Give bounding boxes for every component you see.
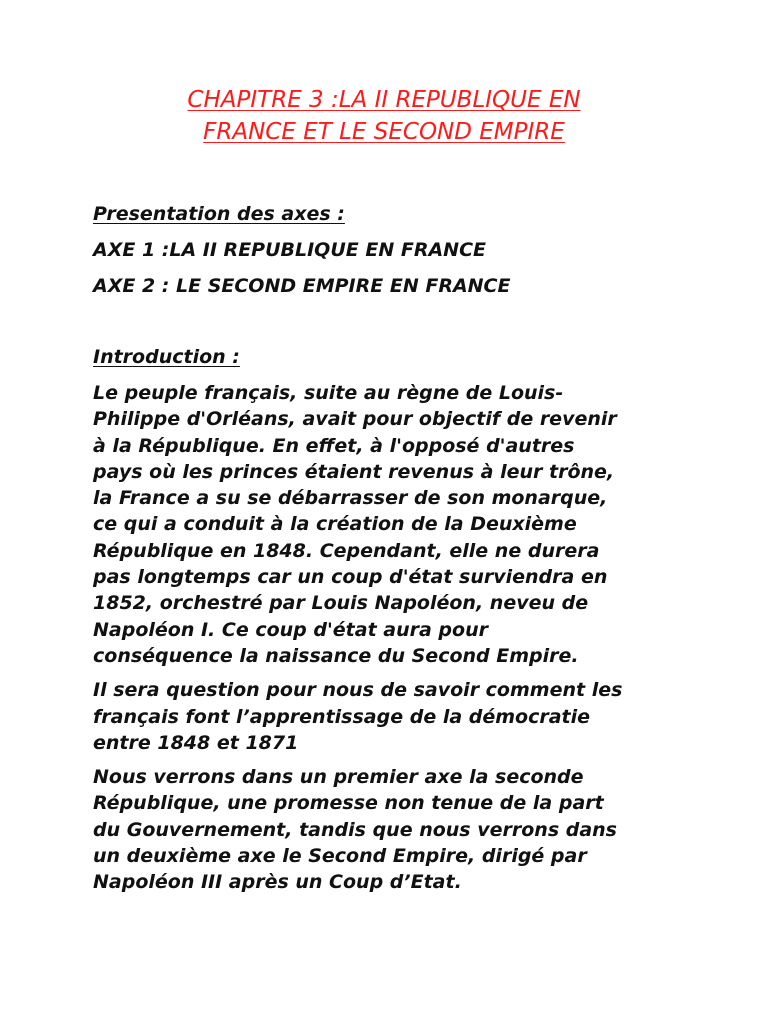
paragraph-line: un deuxième axe le Second Empire, dirigé par xyxy=(93,845,587,868)
axes-heading: Presentation des axes : xyxy=(93,203,345,225)
introduction-paragraph-2 xyxy=(93,677,683,756)
paragraph-line: Le peuple français, suite au règne de Louis- xyxy=(93,382,564,404)
paragraph-line: à la République. En effet, à l'opposé d'autres xyxy=(93,434,575,457)
document-body xyxy=(93,201,683,904)
paragraph-line: ce qui a conduit à la création de la Deuxième xyxy=(93,513,577,536)
paragraph-line: Nous verrons dans un premier axe la seconde xyxy=(93,766,584,789)
chapter-title-line-2: FRANCE ET LE SECOND EMPIRE xyxy=(203,119,565,145)
chapter-title-line-1: CHAPITRE 3 :LA II REPUBLIQUE EN xyxy=(187,87,581,113)
paragraph-line: Napoléon I. Ce coup d'état aura pour xyxy=(93,618,488,641)
paragraph-line: Napoléon III après un Coup d’Etat. xyxy=(93,871,462,894)
paragraph-line: République, une promesse non tenue de la part xyxy=(93,792,604,815)
paragraph-line: pays où les princes étaient revenus à leur trône, xyxy=(93,460,615,483)
paragraph-line: 1852, orchestré par Louis Napoléon, neveu de xyxy=(93,592,589,615)
paragraph-line: entre 1848 et 1871 xyxy=(93,731,299,754)
paragraph-line: Philippe d'Orléans, avait pour objectif de revenir xyxy=(93,408,617,431)
paragraph-line: français font l’apprentissage de la démocratie xyxy=(93,705,591,728)
introduction-heading: Introduction : xyxy=(93,346,240,368)
paragraph-line: la France a su se débarrasser de son monarque, xyxy=(93,487,608,510)
introduction-paragraph-1 xyxy=(93,380,683,669)
axis-1-label: AXE 1 :LA II REPUBLIQUE EN FRANCE xyxy=(93,239,486,261)
paragraph-line: pas longtemps car un coup d'état surviendra en xyxy=(93,566,608,589)
paragraph-line: Il sera question pour nous de savoir comment les xyxy=(93,679,623,702)
chapter-title xyxy=(92,84,676,148)
axis-2-label: AXE 2 : LE SECOND EMPIRE EN FRANCE xyxy=(93,275,511,297)
paragraph-line: du Gouvernement, tandis que nous verrons dans xyxy=(93,818,617,841)
paragraph-line: conséquence la naissance du Second Empire. xyxy=(93,644,579,667)
paragraph-line: République en 1848. Cependant, elle ne durera xyxy=(93,539,600,562)
introduction-paragraph-3 xyxy=(93,764,683,895)
